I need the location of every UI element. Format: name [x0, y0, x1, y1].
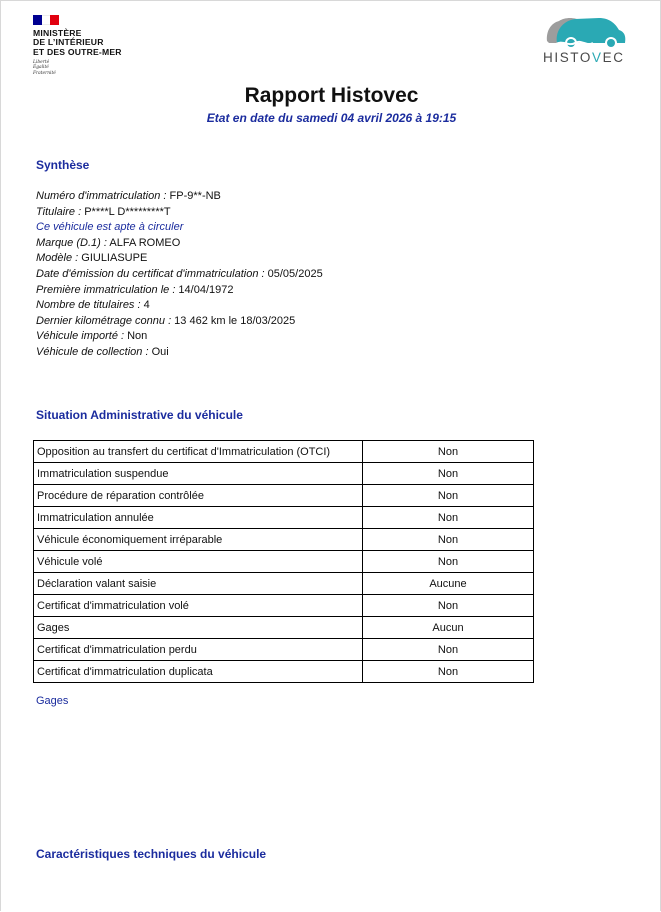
gages-heading: Gages	[36, 695, 69, 707]
table-row	[34, 595, 534, 617]
ministry-line: DE L’INTÉRIEUR	[33, 37, 104, 48]
table-row	[34, 639, 534, 661]
table-row	[34, 617, 534, 639]
report-title: Rapport Histovec	[244, 84, 419, 107]
synthese-row: Nombre de titulaires : 4	[36, 299, 150, 312]
table-cell-value: Non	[363, 639, 534, 661]
table-cell-value: Non	[363, 529, 534, 551]
table-cell-value: Non	[363, 661, 534, 683]
table-cell-value: Aucune	[363, 573, 534, 595]
situation-heading: Situation Administrative du véhicule	[36, 408, 243, 422]
histovec-logo	[541, 13, 629, 69]
table-cell-value: Non	[363, 485, 534, 507]
table-row	[34, 463, 534, 485]
table-cell-value: Non	[363, 463, 534, 485]
table-row	[34, 573, 534, 595]
table-cell-label: Certificat d'immatriculation volé	[34, 595, 363, 617]
table-row	[34, 661, 534, 683]
synthese-row: Numéro d'immatriculation : FP-9**-NB	[36, 190, 221, 202]
technique-heading: Caractéristiques techniques du véhicule	[36, 847, 267, 861]
histovec-wordmark: HISTOVEC	[543, 50, 625, 65]
table-row	[34, 507, 534, 529]
table-cell-value: Non	[363, 441, 534, 463]
situation-table	[33, 440, 534, 683]
table-cell-value: Non	[363, 507, 534, 529]
synthese-list	[36, 189, 323, 361]
synthese-row: Titulaire : P****L D*********T	[36, 205, 171, 218]
republic-motto	[33, 60, 143, 76]
motto-line: Égalité	[33, 65, 49, 71]
car-icon	[541, 13, 629, 53]
french-flag-icon	[33, 15, 59, 25]
ministry-logo	[33, 15, 143, 76]
table-row	[34, 485, 534, 507]
synthese-row: Modèle : GIULIASUPE	[36, 252, 148, 265]
report-date: Etat en date du samedi 04 avril 2026 à 19:15	[206, 111, 457, 125]
table-cell-value: Non	[363, 551, 534, 573]
table-cell-label: Déclaration valant saisie	[34, 573, 363, 595]
ministry-line: ET DES OUTRE-MER	[33, 46, 122, 57]
table-cell-label: Procédure de réparation contrôlée	[34, 485, 363, 507]
synthese-row: Dernier kilométrage connu : 13 462 km le 18/03/2025	[36, 314, 296, 327]
ministry-name	[33, 29, 143, 57]
synthese-row: Véhicule importé : Non	[36, 330, 148, 343]
synthese-row: Date d'émission du certificat d'immatriculation : 05/05/2025	[36, 267, 323, 280]
motto-line: Fraternité	[33, 70, 56, 76]
motto-line: Liberté	[33, 60, 50, 66]
table-cell-label: Certificat d'immatriculation duplicata	[34, 661, 363, 683]
table-cell-label: Immatriculation annulée	[34, 507, 363, 529]
table-cell-label: Opposition au transfert du certificat d'Immatriculation (OTCI)	[34, 441, 363, 463]
synthese-heading: Synthèse	[36, 158, 90, 172]
apte-status: Ce véhicule est apte à circuler	[36, 221, 184, 234]
table-cell-label: Véhicule volé	[34, 551, 363, 573]
table-cell-value: Non	[363, 595, 534, 617]
table-cell-value: Aucun	[363, 617, 534, 639]
synthese-row: Marque (D.1) : ALFA ROMEO	[36, 236, 181, 249]
ministry-line: MINISTÈRE	[33, 28, 82, 38]
table-row	[34, 441, 534, 463]
table-cell-label: Certificat d'immatriculation perdu	[34, 639, 363, 661]
synthese-row: Véhicule de collection : Oui	[36, 345, 169, 358]
table-cell-label: Véhicule économiquement irréparable	[34, 529, 363, 551]
table-cell-label: Immatriculation suspendue	[34, 463, 363, 485]
table-row	[34, 551, 534, 573]
synthese-row: Première immatriculation le : 14/04/1972	[36, 283, 234, 296]
table-cell-label: Gages	[34, 617, 363, 639]
table-row	[34, 529, 534, 551]
